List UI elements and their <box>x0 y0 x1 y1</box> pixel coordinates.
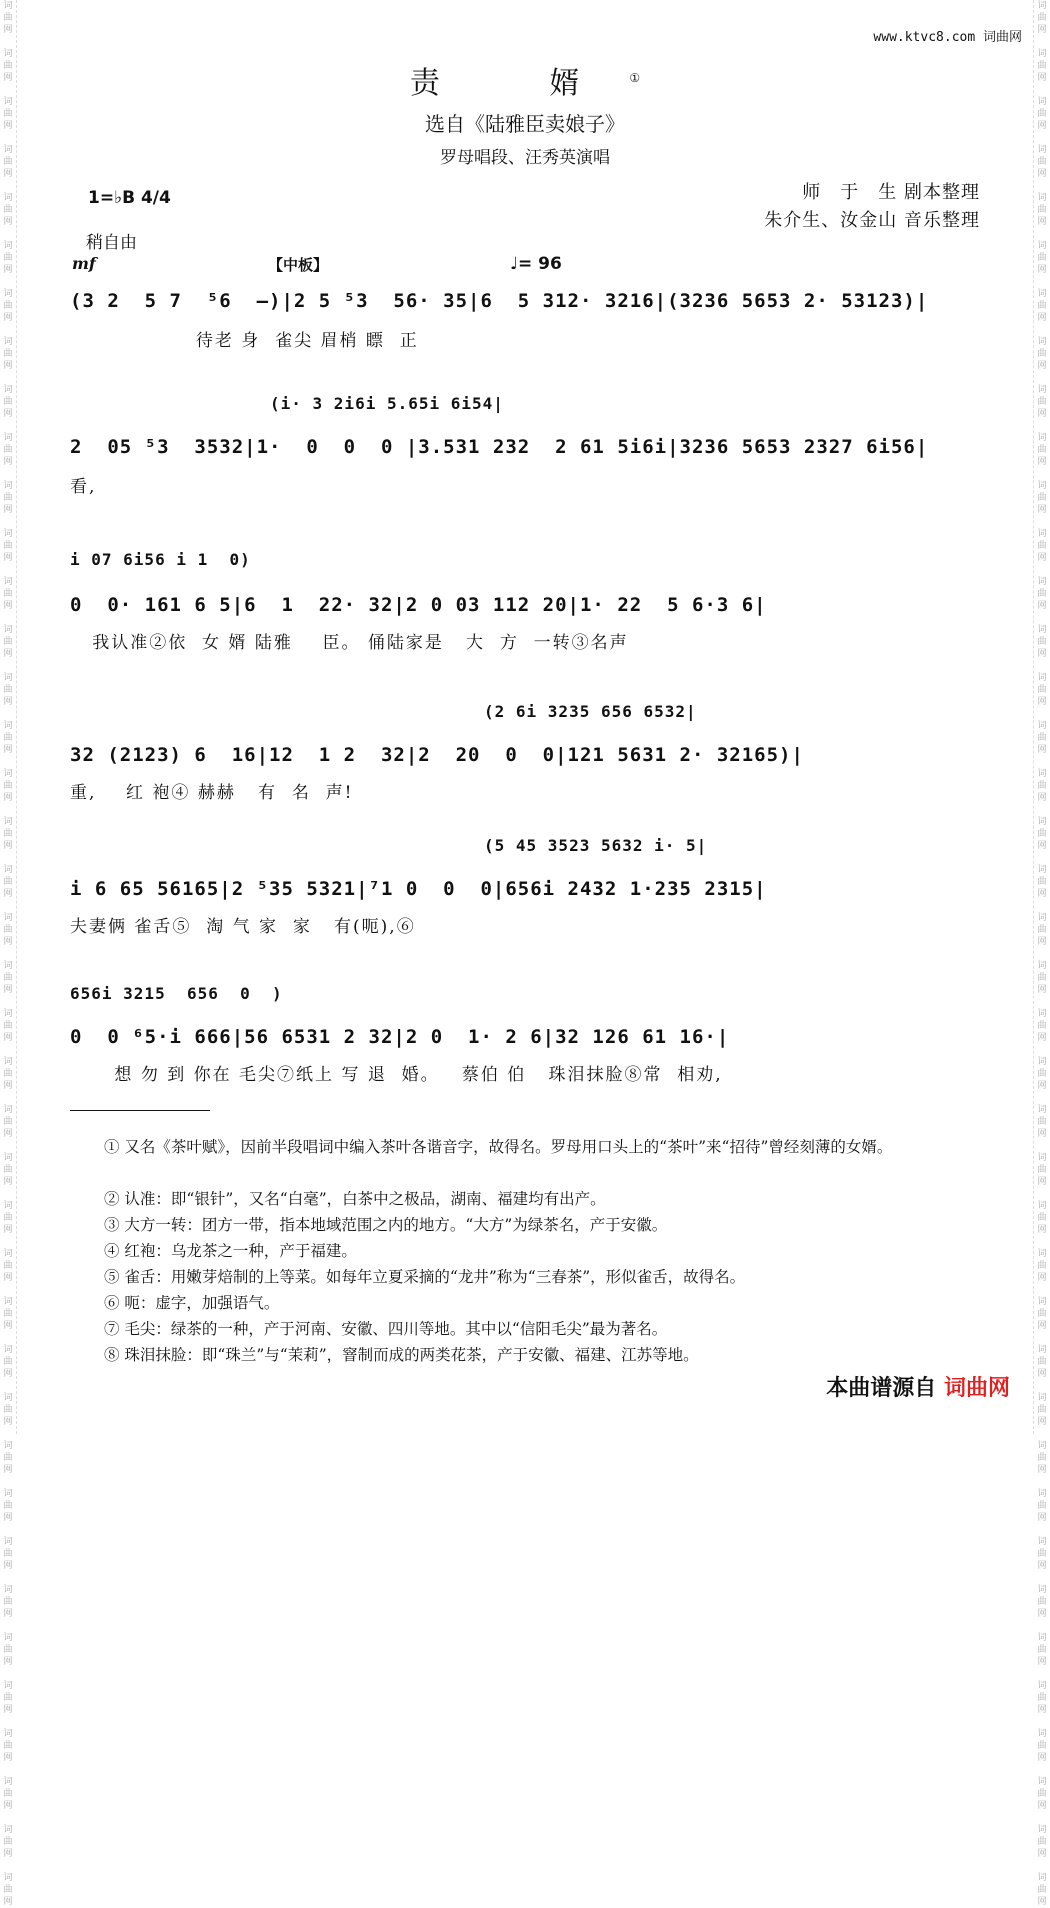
credit-script: 师 于 生 剧本整理 <box>802 182 980 203</box>
score-line-4-lyrics: 重, 红 袍④ 赫赫 有 名 声! <box>70 783 354 803</box>
brand-name: 词曲网 <box>943 1376 1010 1401</box>
footnote-1: ① 又名《茶叶赋》，因前半段唱词中编入茶叶各谐音字，故得名。罗母用口头上的“茶叶”来“招待”曾经刻薄的女婿。 <box>104 1138 893 1156</box>
footnote-6: ⑥ 呃：虚字，加强语气。 <box>104 1294 280 1312</box>
score-line-1-lyrics: 待老 身 雀尖 眉梢 瞟 正 <box>70 331 419 351</box>
title-text: 责 婿 <box>409 66 630 101</box>
score-line-2-accompaniment: (i· 3 2i6i 5.65i 6i54| <box>270 394 504 413</box>
footnote-separator <box>70 1110 210 1111</box>
subtitle: 选自《陆雅臣卖娘子》 <box>425 112 625 136</box>
score-line-5-notes: i 6 65 56165|2 ⁵35 5321|⁷1 0 0 0|656i 2432 1·235 2315| <box>70 878 767 900</box>
site-url[interactable]: www.ktvc8.com 词曲网 <box>873 30 1022 45</box>
footnote-5: ⑤ 雀舌：用嫩芽焙制的上等菜。如每年立夏采摘的“龙井”称为“三春茶”，形似雀舌，故得名。 <box>104 1268 746 1286</box>
score-line-6-accompaniment: 656i 3215 656 0 ) <box>70 984 283 1003</box>
source-brand[interactable] <box>826 1371 1010 1402</box>
footnote-7: ⑦ 毛尖：绿茶的一种，产于河南、安徽、四川等地。其中以“信阳毛尖”最为著名。 <box>104 1320 668 1338</box>
brand-prefix: 本曲谱源自 <box>826 1376 937 1401</box>
score-line-2-notes: 2 05 ⁵3 3532|1· 0 0 0 |3.531 232 2 61 5i6i|3236 5653 2327 6i56| <box>70 436 929 458</box>
score-line-4-accompaniment: (2 6i 3235 656 6532| <box>484 702 697 721</box>
score-line-5-lyrics: 夫妻俩 雀舌⑤ 淘 气 家 家 有(呃),⑥ <box>70 917 416 937</box>
right-watermark-strip: 词 曲 网 词 曲 网 词 曲 网 词 曲 网 词 曲 网 词 曲 网 词 曲 网 词 曲 网 词 曲 网 词 曲 网 词 曲 网 词 曲 网 词 曲 网 词 曲 网 词 曲 网 词 曲 网 词 曲 网 词 曲 网 词 曲 网 词 曲 网 词 曲 网 词 曲 网 词 曲 网 词 曲 网 词 曲 网 词 曲 网 词 曲 网 词 曲 网 词 曲 网 词 曲 网 词 曲 网 词 曲 网 词 曲 网 词 曲 网 词 曲 网 词 曲 网 词 曲 网 词 曲 网 词 曲 网 词 曲 网 <box>1033 0 1050 1434</box>
score-line-3-accompaniment: i 07 6i56 i 1 0) <box>70 550 251 569</box>
score-line-6-notes: 0 0 ⁶5·i 666|56 6531 2 32|2 0 1· 2 6|32 126 61 16·| <box>70 1026 730 1048</box>
section-mark: 【中板】 <box>268 256 329 274</box>
song-title <box>0 58 1050 102</box>
credit-music: 朱介生、汝金山 音乐整理 <box>764 210 980 231</box>
score-line-3-lyrics: 我认准②依 女 婿 陆雅 臣。 俑陆家是 大 方 一转③名声 <box>70 633 629 653</box>
footnote-8: ⑧ 珠泪抹脸：即“珠兰”与“茉莉”，窨制而成的两类花茶，产于安徽、福建、江苏等地。 <box>104 1346 699 1364</box>
score-line-5-accompaniment: (5 45 3523 5632 i· 5| <box>484 836 708 855</box>
dynamic-mark: mf <box>72 254 96 273</box>
tempo-text: 稍自由 <box>86 233 137 253</box>
singer-info: 罗母唱段、汪秀英演唱 <box>440 148 610 168</box>
score-line-1-notes: (3 2 5 7 ⁵6 –)|2 5 ⁵3 56· 35|6 5 312· 3216|(3236 5653 2· 53123)| <box>70 290 929 312</box>
footnote-3: ③ 大方一转：团方一带，指本地域范围之内的地方。“大方”为绿茶名，产于安徽。 <box>104 1216 668 1234</box>
score-line-6-lyrics: 想 勿 到 你在 毛尖⑦纸上 写 退 婚。 蔡伯 伯 珠泪抹脸⑧常 相劝, <box>70 1065 723 1085</box>
footnote-4: ④ 红袍：乌龙茶之一种，产于福建。 <box>104 1242 357 1260</box>
key-signature: 1=♭B 4/4 <box>88 188 171 208</box>
title-footnote-mark: ① <box>629 71 641 85</box>
score-line-2-lyrics: 看, <box>70 477 97 497</box>
left-watermark-strip: 词 曲 网 词 曲 网 词 曲 网 词 曲 网 词 曲 网 词 曲 网 词 曲 网 词 曲 网 词 曲 网 词 曲 网 词 曲 网 词 曲 网 词 曲 网 词 曲 网 词 曲 网 词 曲 网 词 曲 网 词 曲 网 词 曲 网 词 曲 网 词 曲 网 词 曲 网 词 曲 网 词 曲 网 词 曲 网 词 曲 网 词 曲 网 词 曲 网 词 曲 网 词 曲 网 词 曲 网 词 曲 网 词 曲 网 词 曲 网 词 曲 网 词 曲 网 词 曲 网 词 曲 网 词 曲 网 词 曲 网 <box>0 0 17 1434</box>
footnote-2: ② 认准：即“银针”，又名“白毫”，白茶中之极品，湖南、福建均有出产。 <box>104 1190 606 1208</box>
score-line-3-notes: 0 0· 161 6 5|6 1 22· 32|2 0 03 112 20|1· 22 5 6·3 6| <box>70 594 767 616</box>
tempo-bpm: ♩= 96 <box>510 254 562 274</box>
score-line-4-notes: 32 (2123) 6 16|12 1 2 32|2 20 0 0|121 5631 2· 32165)| <box>70 744 804 766</box>
